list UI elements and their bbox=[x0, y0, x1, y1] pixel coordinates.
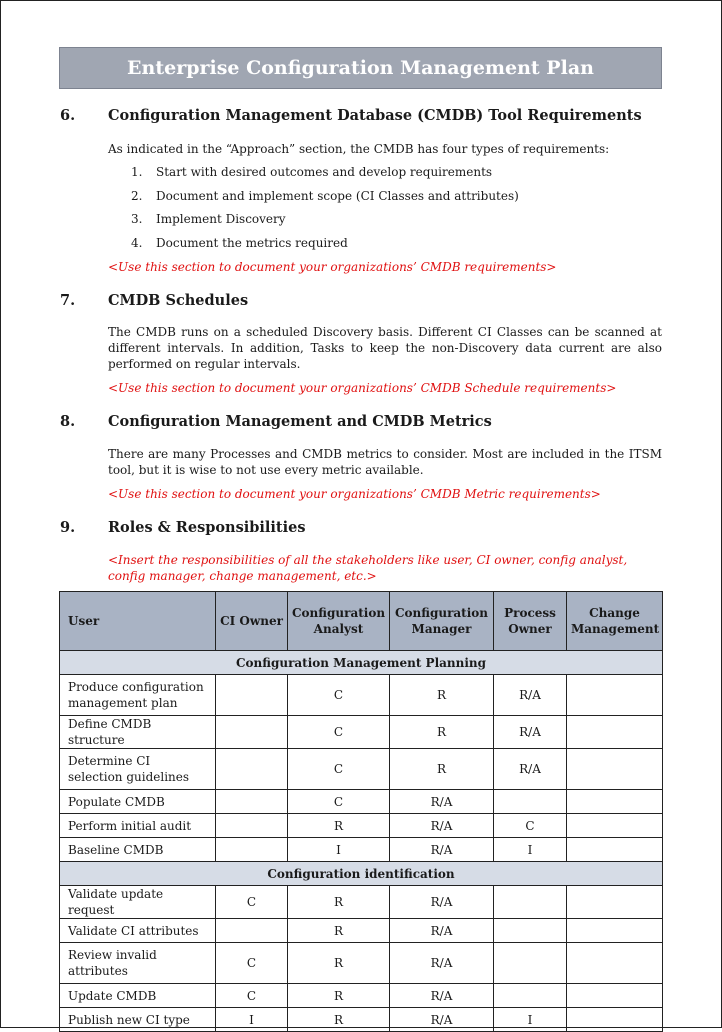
section-9-heading bbox=[60, 519, 306, 536]
table-row: Populate CMDB C R/A bbox=[60, 790, 663, 814]
table-header-row bbox=[60, 592, 663, 651]
section-7-heading bbox=[60, 292, 248, 309]
list-item: 1. Start with desired outcomes and develop requirements bbox=[131, 165, 493, 179]
section-9-placeholder-note: <Insert the responsibilities of all the stakeholders like user, CI owner, config analyst, config manager, change management, etc.> bbox=[108, 553, 628, 583]
phase-row: Configuration identification bbox=[60, 862, 663, 886]
table-row: Determine CI selection guidelines C R R/A bbox=[60, 749, 663, 790]
column-header: Process Owner bbox=[494, 592, 567, 651]
section-number: 7. bbox=[60, 292, 76, 309]
column-header: User bbox=[60, 592, 216, 651]
document-title-banner bbox=[59, 47, 662, 89]
raci-table bbox=[59, 591, 663, 1032]
section-number: 6. bbox=[60, 107, 76, 124]
column-header: Configuration Analyst bbox=[288, 592, 390, 651]
list-item: 2. Document and implement scope (CI Classes and attributes) bbox=[131, 188, 519, 203]
table-row: Review invalid attributes C R R/A bbox=[60, 943, 663, 984]
table-row: Produce configuration management plan C R R/A bbox=[60, 675, 663, 716]
column-header: CI Owner bbox=[216, 592, 288, 651]
table-row: Update CMDB C R R/A bbox=[60, 984, 663, 1008]
table-row: Perform initial audit R R/A C bbox=[60, 814, 663, 838]
section-6-placeholder-note: <Use this section to document your organizations’ CMDB requirements> bbox=[108, 260, 557, 274]
section-8-body: There are many Processes and CMDB metrics to consider. Most are included in the ITSM tool, but it is wise to not use every metric available. bbox=[108, 447, 662, 477]
section-title: Configuration Management Database (CMDB) Tool Requirements bbox=[108, 107, 642, 124]
table-row: Define CMDB structure C R R/A bbox=[60, 716, 663, 749]
phase-row: Configuration Management Planning bbox=[60, 651, 663, 675]
section-8-heading bbox=[60, 413, 492, 430]
table-row: Publish new CI type I R R/A I bbox=[60, 1008, 663, 1032]
table-row: Validate CI attributes R R/A bbox=[60, 919, 663, 943]
section-7-body: The CMDB runs on a scheduled Discovery basis. Different CI Classes can be scanned at different intervals. In addition, Tasks to keep the non-Discovery data current are also performed on regular intervals. bbox=[108, 325, 662, 371]
section-title: Configuration Management and CMDB Metrics bbox=[108, 413, 492, 430]
section-number: 9. bbox=[60, 519, 76, 536]
table-row: Baseline CMDB I R/A I bbox=[60, 838, 663, 862]
section-6-heading bbox=[60, 107, 642, 124]
section-6-intro: As indicated in the “Approach” section, the CMDB has four types of requirements: bbox=[108, 142, 610, 156]
column-header: Configuration Manager bbox=[390, 592, 494, 651]
list-item: 4. Document the metrics required bbox=[131, 236, 348, 251]
table-row: Validate update request C R R/A bbox=[60, 886, 663, 919]
section-title: Roles & Responsibilities bbox=[108, 519, 306, 536]
section-7-placeholder-note: <Use this section to document your organizations’ CMDB Schedule requirements> bbox=[108, 381, 617, 395]
requirements-list bbox=[108, 165, 662, 260]
section-title: CMDB Schedules bbox=[108, 292, 249, 309]
document-title: Enterprise Configuration Management Plan bbox=[127, 57, 594, 79]
list-item: 3. Implement Discovery bbox=[131, 212, 286, 227]
column-header: Change Management bbox=[567, 592, 663, 651]
section-number: 8. bbox=[60, 413, 76, 430]
section-8-placeholder-note: <Use this section to document your organizations’ CMDB Metric requirements> bbox=[108, 487, 601, 501]
